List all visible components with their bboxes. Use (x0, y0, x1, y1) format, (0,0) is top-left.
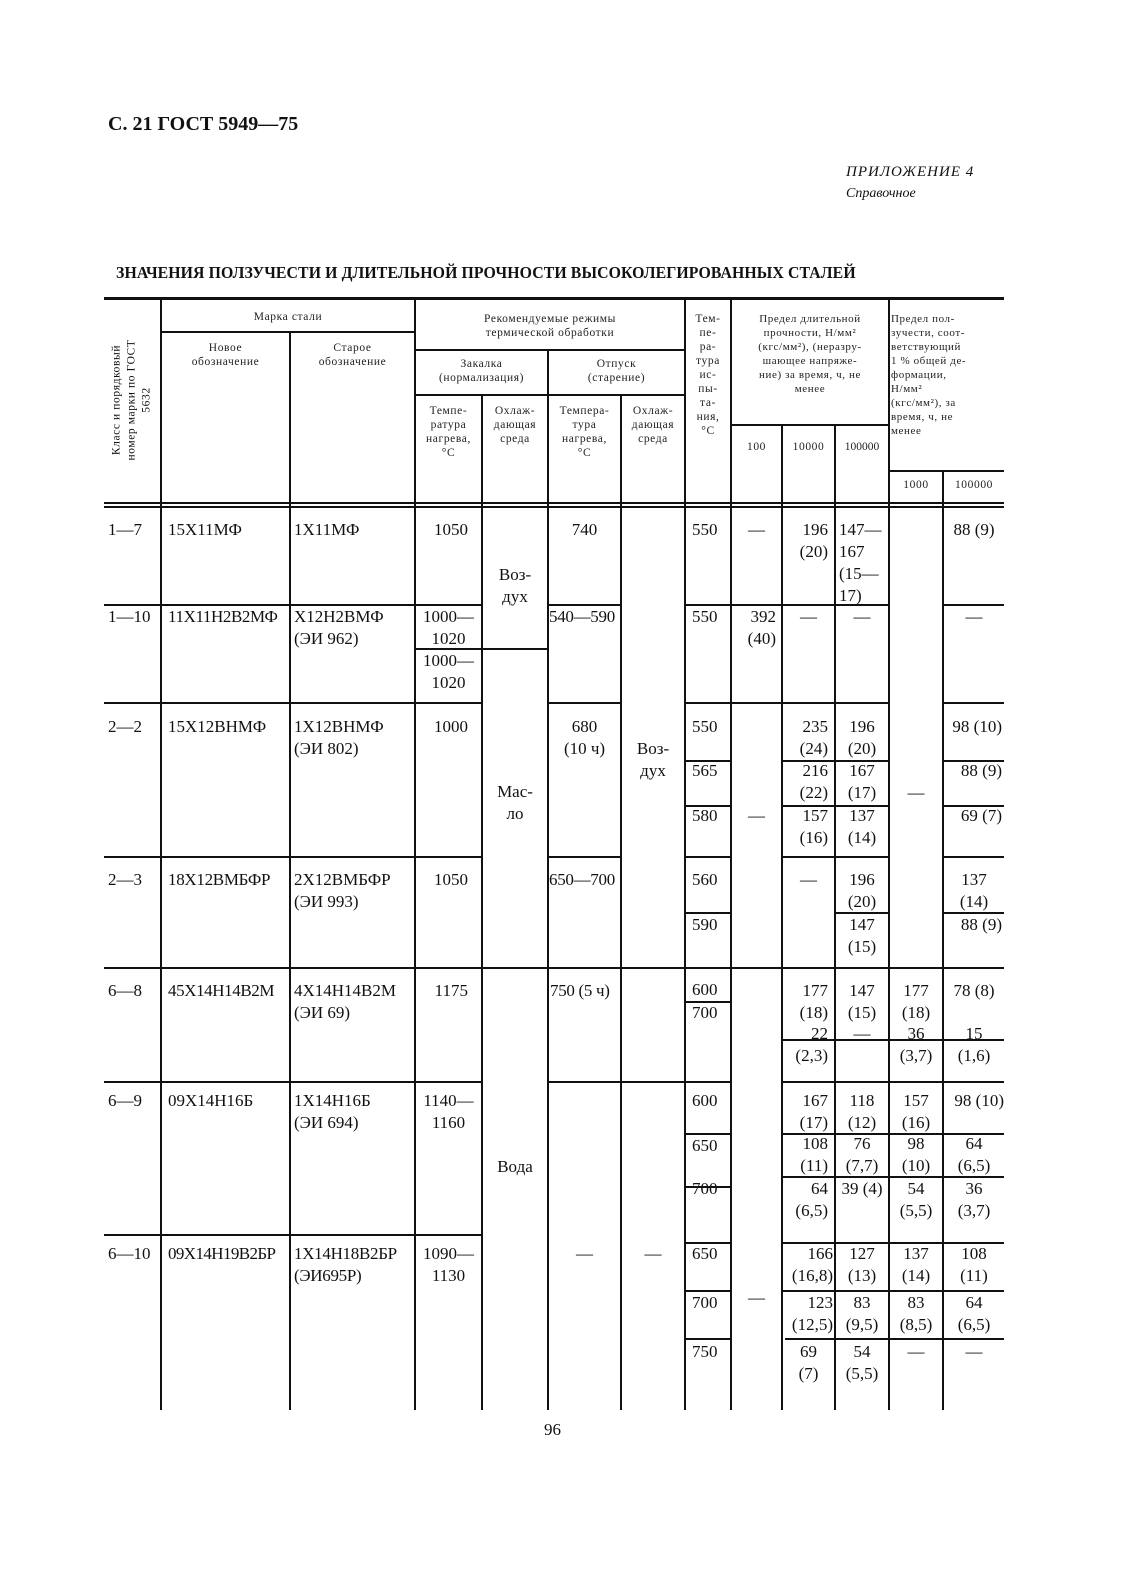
header-temper-medium: Охлаж- дающая среда (631, 405, 675, 445)
creep-1000: 54 (5,5) (899, 1179, 933, 1220)
class-number: 6—10 (108, 1244, 151, 1263)
rupture-10000: 167 (17) (799, 1091, 828, 1132)
old-designation: 4Х14Н14В2М (ЭИ 69) (294, 981, 397, 1022)
appendix-type: Справочное (846, 186, 916, 201)
test-temp: 580 (692, 806, 718, 825)
rupture-100000: 196 (20) (847, 717, 877, 758)
col-rule (289, 331, 291, 1410)
header-rupture-100000: 100000 (844, 441, 880, 453)
rupture-100000: 83 (9,5) (845, 1293, 879, 1334)
temper-temp: 650—700 (549, 870, 615, 889)
row-rule (785, 1338, 1004, 1340)
rupture-10000: 216 (22) (799, 761, 828, 802)
test-temp: 750 (692, 1342, 718, 1361)
header-class-number: Класс и порядковый номер марки по ГОСТ 5632 (110, 339, 153, 461)
table-top-border (104, 297, 1004, 300)
creep-1000: 36 (3,7) (899, 1024, 933, 1065)
header-quench-medium: Охлаж- дающая среда (493, 405, 537, 445)
creep-1000: 157 (16) (901, 1091, 931, 1132)
header-creep-100000: 100000 (954, 479, 994, 491)
rupture-100000: — (853, 607, 871, 626)
class-number: 6—9 (108, 1091, 142, 1110)
creep-100000: 64 (6,5) (957, 1134, 991, 1175)
header-quenching: Закалка (нормализация) (438, 358, 525, 384)
old-designation: 1Х12ВНМФ (ЭИ 802) (294, 717, 384, 758)
new-designation: 18Х12ВМБФР (168, 870, 271, 889)
quench-temp: 1175 (434, 981, 468, 1000)
test-temp: 700 (692, 1003, 718, 1022)
creep-1000: 83 (8,5) (899, 1293, 933, 1334)
creep-100000: 88 (9) (953, 520, 995, 539)
creep-100000: 98 (10) (954, 1091, 1004, 1110)
test-temp: 590 (692, 915, 718, 934)
temper-temp: 680 (10 ч) (563, 717, 606, 758)
rupture-100000: 127 (13) (847, 1244, 877, 1285)
class-number: 1—7 (108, 520, 142, 539)
header-rupture-10000: 10000 (792, 441, 825, 453)
row-rule (782, 1081, 1004, 1083)
header-creep-limit: Предел пол- зучести, соот- ветствующий 1 % общей де- формации, Н/мм² (кгс/мм²), за время, ч, не менее (891, 313, 967, 437)
creep-100000: 88 (9) (960, 761, 1002, 780)
creep-100000: 36 (3,7) (957, 1179, 991, 1220)
rupture-100-dash: — (748, 806, 765, 825)
old-designation: 1Х11МФ (294, 520, 360, 539)
rupture-10000: 108 (11) (800, 1134, 828, 1175)
rupture-10000: — (800, 607, 817, 626)
creep-100000: 88 (9) (960, 915, 1002, 934)
rupture-10000: 22 (2,3) (795, 1024, 828, 1065)
rupture-10000: 177 (18) (799, 981, 828, 1022)
old-designation: 1Х14Н16Б (ЭИ 694) (294, 1091, 371, 1132)
header-new-designation: Новое обозначение (191, 342, 260, 368)
test-temp: 550 (692, 717, 718, 736)
new-designation: 09Х14Н16Б (168, 1091, 254, 1110)
page-number: 96 (544, 1420, 561, 1439)
new-designation: 45Х14Н14В2М (168, 981, 275, 1000)
rupture-100000: 76 (7,7) (845, 1134, 879, 1175)
header-tempering: Отпуск (старение) (587, 358, 646, 384)
test-temp: 550 (692, 607, 718, 626)
temper-temp: 540—590 (549, 607, 615, 626)
rupture-100000: 147 (15) (847, 981, 877, 1022)
rupture-100: 392 (40) (747, 607, 776, 648)
creep-1000: 177 (18) (901, 981, 931, 1022)
old-designation: Х12Н2ВМФ (ЭИ 962) (294, 607, 384, 648)
header-old-designation: Старое обозначение (318, 342, 387, 368)
row-rule (685, 856, 731, 858)
rule (731, 424, 889, 426)
temper-medium-air: Воз- дух (636, 739, 670, 780)
class-number: 2—2 (108, 717, 142, 736)
rupture-100000: 118 (12) (847, 1091, 877, 1132)
rupture-100000: 39 (4) (841, 1179, 883, 1198)
header-rupture-100: 100 (746, 441, 767, 453)
appendix-label: ПРИЛОЖЕНИЕ 4 (846, 164, 975, 180)
row-rule (548, 702, 621, 704)
row-rule (548, 1081, 731, 1083)
quench-temp-alt: 1000— 1020 (423, 651, 474, 692)
temper-medium: — (644, 1244, 662, 1263)
creep-1000: — (907, 1342, 925, 1361)
new-designation: 11Х11Н2В2МФ (168, 607, 278, 626)
header-quench-temp: Темпе- ратура нагрева, °С (426, 405, 471, 459)
row-rule (731, 702, 889, 704)
quench-medium-oil: Мас- ло (497, 782, 533, 823)
creep-100000: — (965, 1342, 983, 1361)
col-rule (481, 394, 483, 1410)
class-number: 2—3 (108, 870, 142, 889)
col-rule (730, 298, 732, 1410)
row-rule (685, 702, 731, 704)
rupture-10000: 157 (16) (799, 806, 828, 847)
quench-temp: 1050 (434, 870, 468, 889)
rupture-100000: 54 (5,5) (845, 1342, 879, 1383)
col-rule (684, 298, 686, 1410)
test-temp: 565 (692, 761, 718, 780)
test-temp: 700 (692, 1293, 718, 1312)
creep-1000-dash: — (907, 783, 925, 802)
header-temper-temp: Темпера- тура нагрева, °С (559, 405, 610, 459)
rupture-10000: 196 (20) (799, 520, 828, 561)
quench-temp: 1140— 1160 (423, 1091, 474, 1132)
test-temp: 650 (692, 1136, 718, 1155)
creep-100000: 15 (1,6) (957, 1024, 991, 1065)
rupture-10000: — (800, 870, 817, 889)
rupture-100000: 196 (20) (847, 870, 877, 911)
old-designation: 1Х14Н18В2БР (ЭИ695Р) (294, 1244, 397, 1285)
header-test-temp: Тем- пе- ра- тура ис- пы- та- ния, °С (695, 313, 721, 437)
test-temp: 650 (692, 1244, 718, 1263)
rupture-100-dash: — (748, 1288, 765, 1307)
quench-temp: 1000— 1020 (423, 607, 474, 648)
rupture-100000: 147— 167 (15— 17) (839, 520, 882, 605)
quench-temp: 1050 (434, 520, 468, 539)
creep-100000: 98 (10) (952, 717, 1002, 736)
rupture-100: — (748, 520, 765, 539)
class-number: 6—8 (108, 981, 142, 1000)
test-temp: 560 (692, 870, 718, 889)
row-rule (548, 856, 621, 858)
header-heat-treatment: Рекомендуемые режимы термической обработки (484, 313, 616, 339)
quench-medium-water: Вода (497, 1157, 533, 1176)
col-rule (160, 298, 162, 1410)
rule (415, 349, 685, 351)
quench-temp: 1090— 1130 (423, 1244, 474, 1285)
test-temp: 550 (692, 520, 718, 539)
creep-1000: 98 (10) (901, 1134, 931, 1175)
temper-temp: 750 (5 ч) (550, 981, 610, 1000)
new-designation: 15Х12ВНМФ (168, 717, 267, 736)
creep-100000: — (965, 607, 983, 626)
rule (160, 331, 415, 333)
rule (889, 470, 1004, 472)
rupture-10000: 166 (16,8) (791, 1244, 833, 1285)
rupture-100000: 147 (15) (847, 915, 877, 956)
header-bottom-border (104, 506, 1004, 508)
quench-medium-air: Воз- дух (498, 565, 532, 606)
rupture-10000: 123 (12,5) (791, 1293, 833, 1334)
header-bottom-border (104, 502, 1004, 504)
new-designation: 15Х11МФ (168, 520, 242, 539)
creep-100000: 137 (14) (959, 870, 989, 911)
rupture-10000: 69 (7) (798, 1342, 819, 1383)
creep-100000: 64 (6,5) (957, 1293, 991, 1334)
row-rule (482, 648, 548, 650)
header-creep-1000: 1000 (903, 479, 929, 491)
test-temp: 700 (692, 1179, 718, 1198)
rupture-10000: 64 (6,5) (795, 1179, 828, 1220)
creep-100000: 108 (11) (960, 1244, 988, 1285)
document-header: С. 21 ГОСТ 5949—75 (108, 113, 299, 135)
temper-temp: 740 (571, 520, 598, 539)
old-designation: 2Х12ВМБФР (ЭИ 993) (294, 870, 391, 911)
row-rule (685, 1338, 731, 1340)
temper-temp: — (576, 1244, 593, 1263)
creep-100000: 69 (7) (960, 806, 1002, 825)
test-temp: 600 (692, 980, 718, 999)
rupture-100000: — (853, 1024, 871, 1043)
header-rupture-strength: Предел длительной прочности, Н/мм² (кгс/мм²), (неразру- шающее напряже- ние) за время, ч, не менее (758, 313, 862, 395)
creep-1000: 137 (14) (901, 1244, 931, 1285)
quench-temp: 1000 (434, 717, 468, 736)
header-steel-grade: Марка стали (253, 311, 323, 323)
new-designation: 09Х14Н19В2БР (168, 1244, 276, 1263)
rupture-10000: 235 (24) (799, 717, 828, 758)
class-number: 1—10 (108, 607, 151, 626)
row-rule (943, 702, 1004, 704)
row-rule (104, 967, 1004, 969)
rule (415, 394, 685, 396)
row-rule (943, 856, 1004, 858)
test-temp: 600 (692, 1091, 718, 1110)
rupture-100000: 137 (14) (847, 806, 877, 847)
creep-100000: 78 (8) (953, 981, 995, 1000)
rupture-100000: 167 (17) (847, 761, 877, 802)
table-title: ЗНАЧЕНИЯ ПОЛЗУЧЕСТИ И ДЛИТЕЛЬНОЙ ПРОЧНОСТИ ВЫСОКОЛЕГИРОВАННЫХ СТАЛЕЙ (116, 263, 856, 282)
